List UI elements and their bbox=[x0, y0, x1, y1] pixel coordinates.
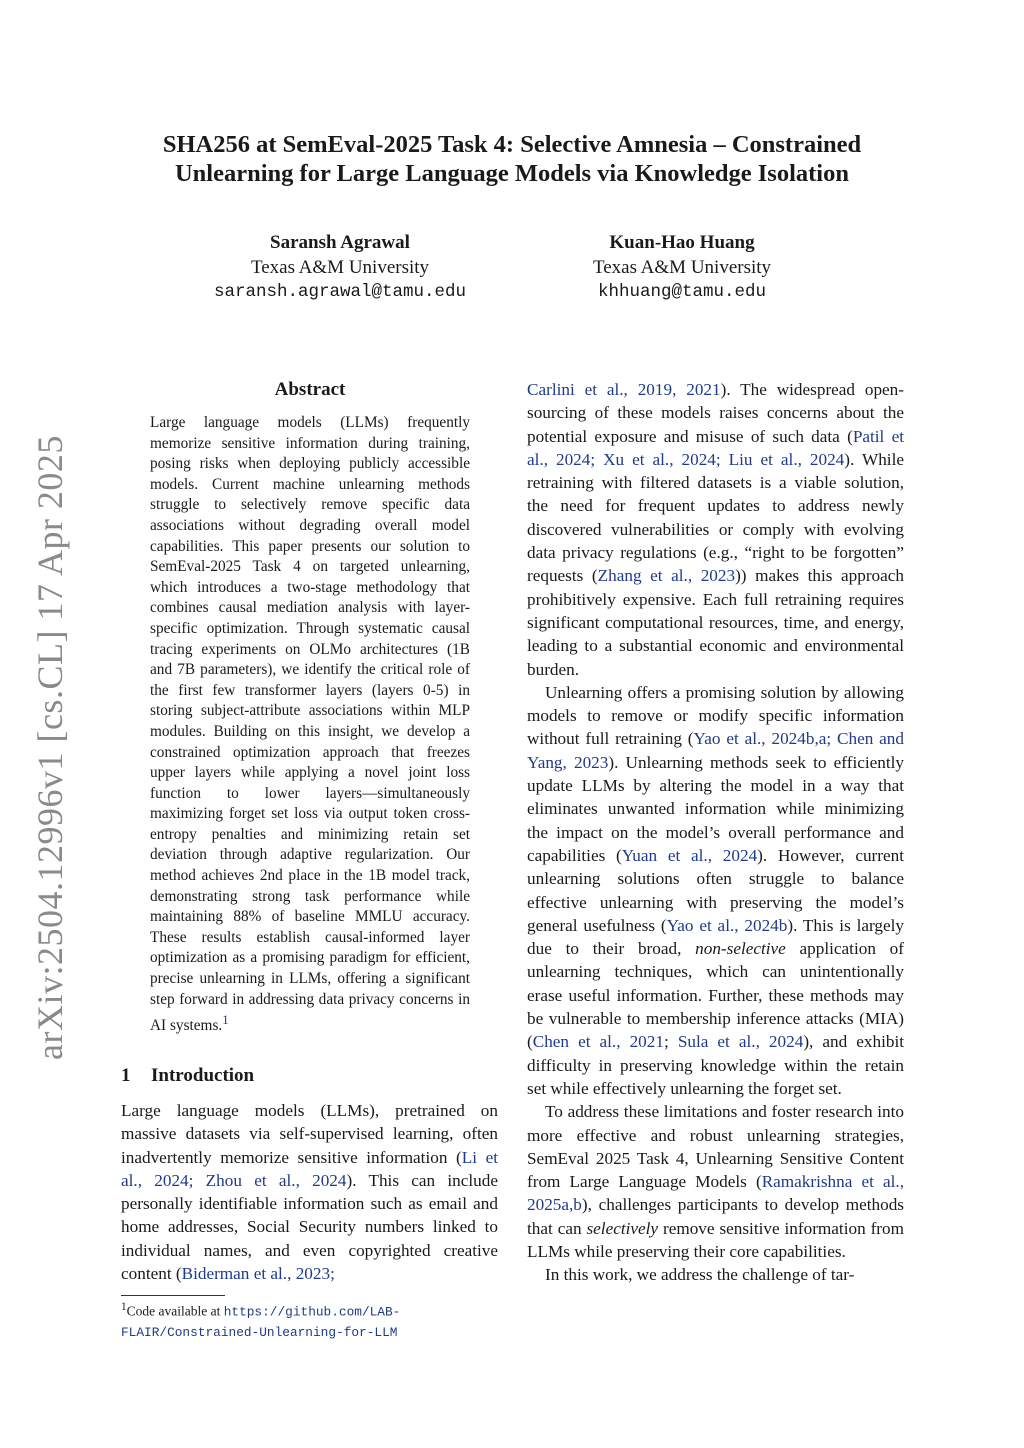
emphasis-text: non-selective bbox=[695, 939, 786, 959]
citation-link[interactable]: Yuan et al., 2024 bbox=[621, 845, 758, 865]
body-text: )) makes this approach prohibitively expensive. Each full retraining requires significant computational resources, time, and energy, leading to a substantial economic and environmental burden. bbox=[527, 566, 904, 679]
body-text: ), and exhibit difficulty in preserving knowledge within the retain set while effectively unlearning the forget set. bbox=[527, 1032, 904, 1098]
abstract-heading: Abstract bbox=[274, 379, 346, 400]
body-paragraph bbox=[527, 681, 904, 1100]
author-affiliation: Texas A&M University bbox=[592, 257, 772, 278]
emphasis-text: selectively bbox=[586, 1218, 659, 1238]
section-title: Introduction bbox=[151, 1065, 255, 1086]
footnote-marker[interactable]: 1 bbox=[222, 1013, 229, 1028]
abstract-text: Large language models (LLMs) frequently memorize sensitive information during training, posing risks when deploying publicly accessible models. Current machine unlearning methods struggle to selectively remove specific data associations without degrading overall model capabilities. This paper presents our solution to SemEval-2025 Task 4 on targeted unlearning, which introduces a two-stage methodology that combines causal mediation analysis with layer-specific optimization. Through systematic causal tracing experiments on OLMo architectures (1B and 7B parameters), we identify the critical role of the first few transformer layers (layers 0-5) in storing subject-attribute associations within MLP modules. Building on this insight, we develop a constrained optimization approach that freezes upper layers while applying a novel joint loss function to lower layers—simultaneously maximizing forget set loss via output token cross-entropy penalties and minimizing retain set deviation through adaptive regularization. Our method achieves 2nd place in the 1B model track, demonstrating strong task performance while maintaining 88% of baseline MMLU accuracy. These results establish causal-informed layer optimization as a promising paradigm for efficient, precise unlearning in LLMs, offering a significant step forward in addressing data privacy concerns in AI systems. bbox=[150, 414, 470, 1035]
footnote-number: 1 bbox=[121, 1301, 127, 1313]
body-text: ). Unlearning methods seek to efficiently update LLMs by altering the model in a way that eliminates unwanted information while minimizing the impact on the model’s overall performance and capabilities ( bbox=[527, 752, 904, 865]
body-text: ), challenges participants to develop methods that can bbox=[527, 1195, 904, 1238]
body-text: ). However, current unlearning solutions often struggle to balance effective unlearning with preserving the model’s general usefulness ( bbox=[527, 845, 904, 935]
citation-link[interactable]: Patil et al., 2024; Xu et al., 2024; Liu et al., 2024 bbox=[527, 426, 904, 469]
citation-link[interactable]: Chen et al., 2021 bbox=[532, 1032, 664, 1052]
right-column bbox=[527, 378, 904, 1287]
author-email[interactable]: khhuang@tamu.edu bbox=[597, 282, 767, 302]
author-block-1 bbox=[170, 230, 510, 305]
body-text: ). This is largely due to their broad, bbox=[527, 915, 904, 959]
body-text: Large language models (LLMs), pretrained on massive datasets via self-supervised learning, often inadvertently memorize sensitive information ( bbox=[121, 1101, 498, 1167]
footnote-divider bbox=[121, 1295, 225, 1296]
body-text: ; bbox=[663, 1032, 678, 1052]
arxiv-identifier-stamp: arXiv:2504.12996v1 [cs.CL] 17 Apr 2025 bbox=[30, 435, 70, 1060]
citation-link[interactable]: Zhang et al., 2023 bbox=[597, 566, 736, 586]
intro-paragraph bbox=[121, 1099, 498, 1285]
author-name: Kuan-Hao Huang bbox=[609, 232, 755, 253]
section-heading-introduction bbox=[121, 1064, 254, 1088]
author-email[interactable]: saransh.agrawal@tamu.edu bbox=[213, 282, 467, 302]
footnote-url-link[interactable]: https://github.com/LAB-FLAIR/Constrained-Unlearning-for-LLM bbox=[121, 1304, 401, 1340]
author-name: Saransh Agrawal bbox=[270, 232, 410, 253]
citation-link[interactable]: Ramakrishna et al., 2025a,b bbox=[527, 1172, 905, 1215]
body-text: application of unlearning techniques, which can unintentionally erase useful information. Further, these methods may be vulnerable to membership inference attacks (MIA) ( bbox=[527, 939, 904, 1052]
body-text: ). The widespread open-sourcing of these models raises concerns about the potential exposure and misuse of such data ( bbox=[527, 380, 904, 446]
body-text: ). This can include personally identifiable information such as email and home addresses, Social Security numbers linked to individual names, and even copyrighted creative content ( bbox=[121, 1170, 498, 1284]
body-paragraph bbox=[527, 1263, 904, 1286]
paper-title: SHA256 at SemEval-2025 Task 4: Selective Amnesia – Constrained Unlearning for Large Language Models via Knowledge Isolation bbox=[162, 131, 862, 187]
body-text: remove sensitive information from LLMs while preserving their core capabilities. bbox=[527, 1218, 904, 1261]
citation-link[interactable]: Carlini et al., 2019, 2021 bbox=[527, 380, 721, 399]
body-text: Unlearning offers a promising solution by allowing models to remove or modify specific information without full retraining ( bbox=[527, 682, 904, 749]
citation-link[interactable]: Biderman et al., 2023; bbox=[181, 1264, 335, 1284]
body-paragraph bbox=[527, 378, 904, 681]
footnote bbox=[121, 1298, 501, 1342]
citation-link[interactable]: Yao et al., 2024b,a; Chen and Yang, 2023 bbox=[527, 729, 904, 772]
footnote-text: Code available at bbox=[126, 1303, 224, 1319]
body-paragraph bbox=[527, 1100, 904, 1263]
author-affiliation: Texas A&M University bbox=[250, 257, 430, 278]
author-block-2 bbox=[512, 230, 852, 305]
citation-link[interactable]: Yao et al., 2024b bbox=[666, 915, 788, 935]
body-text: In this work, we address the challenge of tar- bbox=[545, 1265, 855, 1285]
citation-link[interactable]: Li et al., 2024; Zhou et al., 2024 bbox=[121, 1147, 498, 1190]
body-text: ). While retraining with filtered datasets is a viable solution, the need for frequent updates to address newly discovered vulnerabilities or comply with evolving data privacy regulations (e.g., “right to be forgotten” requests ( bbox=[527, 449, 904, 586]
body-text: To address these limitations and foster research into more effective and robust unlearning strategies, SemEval 2025 Task 4, Unlearning Sensitive Content from Large Language Models ( bbox=[527, 1102, 904, 1192]
section-number: 1 bbox=[121, 1065, 131, 1086]
citation-link[interactable]: Sula et al., 2024 bbox=[677, 1032, 804, 1052]
abstract-body bbox=[150, 413, 470, 1037]
